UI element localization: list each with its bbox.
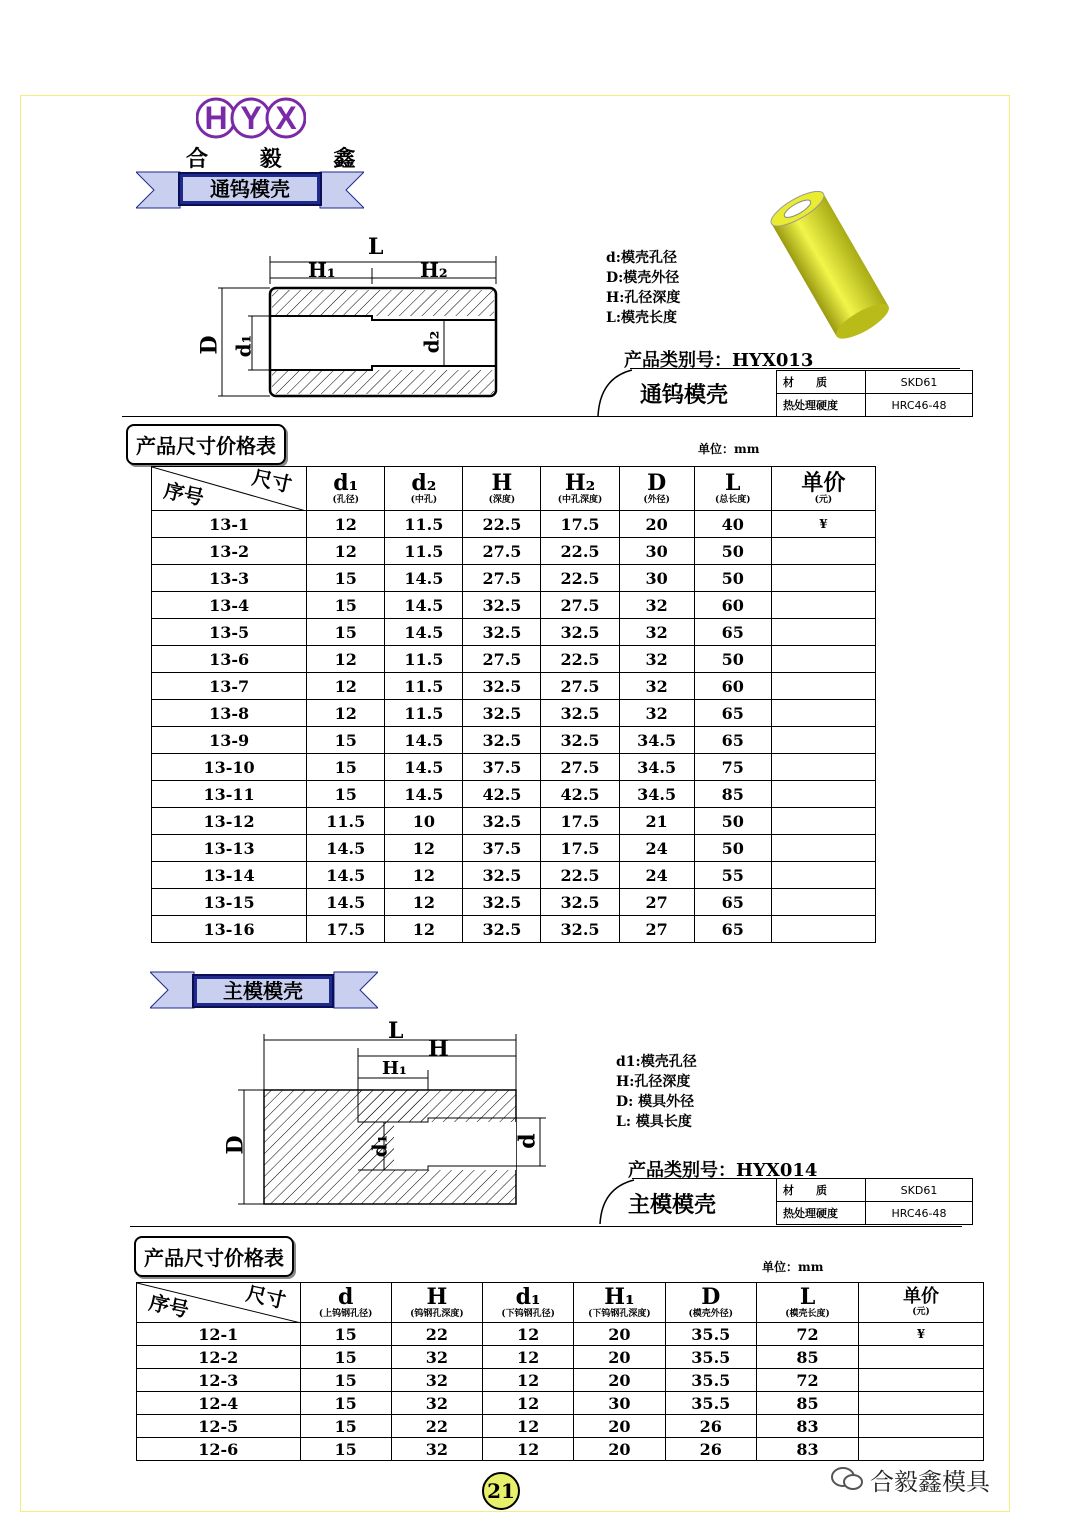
column-header: d₁ (孔径) xyxy=(307,467,385,511)
value-cell: 32.5 xyxy=(463,889,541,916)
price-cell xyxy=(771,565,875,592)
value-cell: 10 xyxy=(385,808,463,835)
corner-label: 尺寸 xyxy=(250,465,295,497)
corner-label: 序号 xyxy=(146,1290,192,1322)
value-cell: 14.5 xyxy=(385,727,463,754)
value-cell: 20 xyxy=(574,1438,665,1461)
table-row xyxy=(152,754,876,781)
value-cell: 65 xyxy=(694,916,771,943)
value-cell: 20 xyxy=(574,1369,665,1392)
table-row xyxy=(152,538,876,565)
value-cell: 12 xyxy=(482,1369,573,1392)
value-cell: 14.5 xyxy=(307,862,385,889)
price-cell xyxy=(771,889,875,916)
column-header: H₂ (中孔深度) xyxy=(541,467,619,511)
section1-ribbon: 通钨模壳 xyxy=(178,172,322,206)
value-cell: 32.5 xyxy=(463,862,541,889)
row-id-cell: 13-13 xyxy=(152,835,307,862)
value-cell: 27.5 xyxy=(541,673,619,700)
value-cell: 27.5 xyxy=(541,592,619,619)
section1-spec-table xyxy=(776,370,973,417)
corner-label: 序号 xyxy=(161,478,207,510)
value-cell: 72 xyxy=(757,1369,859,1392)
value-cell: 32.5 xyxy=(463,808,541,835)
value-cell: 11.5 xyxy=(385,700,463,727)
value-cell: 85 xyxy=(757,1346,859,1369)
price-cell xyxy=(859,1346,984,1369)
value-cell: 11.5 xyxy=(385,538,463,565)
spec-value: SKD61 xyxy=(866,1179,973,1202)
price-cell xyxy=(771,808,875,835)
value-cell: 32.5 xyxy=(463,700,541,727)
dim-d1: d₁ xyxy=(367,1134,392,1158)
value-cell: 32 xyxy=(619,700,694,727)
section2-ribbon: 主模模壳 xyxy=(192,974,334,1008)
row-id-cell: 12-5 xyxy=(137,1415,301,1438)
value-cell: 42.5 xyxy=(541,781,619,808)
row-id-cell: 13-1 xyxy=(152,511,307,538)
row-id-cell: 12-3 xyxy=(137,1369,301,1392)
value-cell: 50 xyxy=(694,538,771,565)
value-cell: 60 xyxy=(694,673,771,700)
dim-H1: H₁ xyxy=(308,258,336,282)
row-id-cell: 13-4 xyxy=(152,592,307,619)
row-id-cell: 13-6 xyxy=(152,646,307,673)
value-cell: 15 xyxy=(300,1346,391,1369)
company-name: 合 毅 鑫 xyxy=(186,146,378,172)
price-cell xyxy=(771,781,875,808)
value-cell: 32.5 xyxy=(463,619,541,646)
section2-product-code: 产品类别号：HYX014 xyxy=(628,1160,818,1181)
value-cell: 50 xyxy=(694,808,771,835)
table-row xyxy=(152,781,876,808)
column-header: d₂ (中孔) xyxy=(385,467,463,511)
legend-item: D: 模具外径 xyxy=(616,1094,695,1110)
table-row xyxy=(152,592,876,619)
page-number: 21 xyxy=(482,1472,520,1510)
table-row xyxy=(152,727,876,754)
legend-item: L:模壳长度 xyxy=(606,310,678,326)
value-cell: 12 xyxy=(307,538,385,565)
value-cell: 22.5 xyxy=(541,862,619,889)
spec-value: SKD61 xyxy=(866,371,973,394)
title-curve xyxy=(594,368,634,418)
price-cell xyxy=(771,619,875,646)
column-header: D (模壳外径) xyxy=(665,1283,756,1323)
value-cell: 15 xyxy=(307,619,385,646)
spec-label: 热处理硬度 xyxy=(777,394,866,417)
table-row xyxy=(137,1323,984,1346)
price-cell xyxy=(771,673,875,700)
row-id-cell: 13-10 xyxy=(152,754,307,781)
section1-unit: 单位：mm xyxy=(698,442,760,456)
divider xyxy=(122,416,962,417)
legend-item: L: 模具长度 xyxy=(616,1114,692,1130)
value-cell: 35.5 xyxy=(665,1346,756,1369)
table-row xyxy=(137,1438,984,1461)
section2-legend xyxy=(616,1052,697,1132)
value-cell: 15 xyxy=(307,781,385,808)
value-cell: 85 xyxy=(694,781,771,808)
table-row xyxy=(152,835,876,862)
section1-drawing xyxy=(196,236,516,406)
value-cell: 65 xyxy=(694,619,771,646)
value-cell: 32.5 xyxy=(541,619,619,646)
value-cell: 50 xyxy=(694,646,771,673)
table-row xyxy=(137,1346,984,1369)
value-cell: 32 xyxy=(391,1392,482,1415)
dim-d1: d₁ xyxy=(231,334,256,358)
value-cell: 32.5 xyxy=(541,727,619,754)
value-cell: 12 xyxy=(482,1415,573,1438)
section1-table-title: 产品尺寸价格表 xyxy=(126,424,286,465)
value-cell: 12 xyxy=(307,673,385,700)
value-cell: 15 xyxy=(300,1438,391,1461)
value-cell: 22 xyxy=(391,1415,482,1438)
value-cell: 14.5 xyxy=(385,565,463,592)
dim-D: D xyxy=(196,335,223,355)
value-cell: 14.5 xyxy=(385,592,463,619)
value-cell: 35.5 xyxy=(665,1369,756,1392)
corner-label: 尺寸 xyxy=(243,1281,288,1313)
price-cell xyxy=(771,727,875,754)
value-cell: 12 xyxy=(385,889,463,916)
value-cell: 17.5 xyxy=(541,511,619,538)
dim-d2: d₂ xyxy=(419,330,444,354)
watermark: 合毅鑫模具 xyxy=(870,1468,990,1496)
table-row xyxy=(152,700,876,727)
value-cell: 65 xyxy=(694,889,771,916)
corner-header xyxy=(137,1283,301,1323)
column-header: d (上钨钢孔径) xyxy=(300,1283,391,1323)
svg-text:H: H xyxy=(204,100,228,136)
wechat-icon xyxy=(830,1466,864,1492)
value-cell: 15 xyxy=(307,565,385,592)
value-cell: 15 xyxy=(300,1369,391,1392)
value-cell: 35.5 xyxy=(665,1392,756,1415)
value-cell: 15 xyxy=(307,592,385,619)
section1-product-code: 产品类别号：HYX013 xyxy=(624,350,814,371)
row-id-cell: 13-16 xyxy=(152,916,307,943)
row-id-cell: 13-5 xyxy=(152,619,307,646)
value-cell: 12 xyxy=(385,835,463,862)
value-cell: 32.5 xyxy=(541,916,619,943)
section2-table-title: 产品尺寸价格表 xyxy=(134,1236,294,1277)
value-cell: 55 xyxy=(694,862,771,889)
section2-spec-table xyxy=(776,1178,973,1225)
value-cell: 32 xyxy=(391,1438,482,1461)
price-cell: ¥ xyxy=(859,1323,984,1346)
row-id-cell: 12-2 xyxy=(137,1346,301,1369)
column-header: H₁ (下钨钢孔深度) xyxy=(574,1283,665,1323)
value-cell: 22.5 xyxy=(541,646,619,673)
value-cell: 12 xyxy=(482,1346,573,1369)
row-id-cell: 12-6 xyxy=(137,1438,301,1461)
corner-header xyxy=(152,467,307,511)
table-row xyxy=(137,1392,984,1415)
row-id-cell: 13-9 xyxy=(152,727,307,754)
price-cell xyxy=(771,835,875,862)
value-cell: 75 xyxy=(694,754,771,781)
value-cell: 11.5 xyxy=(385,511,463,538)
value-cell: 26 xyxy=(665,1415,756,1438)
section1-price-table xyxy=(151,466,876,943)
value-cell: 21 xyxy=(619,808,694,835)
row-id-cell: 12-4 xyxy=(137,1392,301,1415)
value-cell: 27.5 xyxy=(463,646,541,673)
value-cell: 24 xyxy=(619,835,694,862)
value-cell: 72 xyxy=(757,1323,859,1346)
value-cell: 20 xyxy=(619,511,694,538)
value-cell: 30 xyxy=(619,565,694,592)
column-header: 单价 (元) xyxy=(771,467,875,511)
value-cell: 32.5 xyxy=(463,592,541,619)
value-cell: 34.5 xyxy=(619,754,694,781)
value-cell: 12 xyxy=(482,1392,573,1415)
value-cell: 12 xyxy=(307,646,385,673)
price-cell xyxy=(771,538,875,565)
value-cell: 37.5 xyxy=(463,835,541,862)
svg-text:Y: Y xyxy=(240,100,262,136)
legend-item: H:孔径深度 xyxy=(616,1074,691,1090)
dim-H: H xyxy=(428,1036,449,1062)
value-cell: 32.5 xyxy=(463,916,541,943)
value-cell: 22.5 xyxy=(463,511,541,538)
row-id-cell: 13-12 xyxy=(152,808,307,835)
value-cell: 32 xyxy=(619,592,694,619)
value-cell: 12 xyxy=(482,1438,573,1461)
value-cell: 17.5 xyxy=(307,916,385,943)
price-cell xyxy=(771,862,875,889)
value-cell: 22.5 xyxy=(541,538,619,565)
value-cell: 12 xyxy=(307,511,385,538)
price-cell xyxy=(859,1415,984,1438)
table-row xyxy=(152,916,876,943)
value-cell: 32.5 xyxy=(541,889,619,916)
value-cell: 50 xyxy=(694,835,771,862)
svg-text:X: X xyxy=(275,100,297,136)
price-cell xyxy=(771,646,875,673)
value-cell: 12 xyxy=(385,916,463,943)
value-cell: 40 xyxy=(694,511,771,538)
value-cell: 35.5 xyxy=(665,1323,756,1346)
value-cell: 32 xyxy=(391,1369,482,1392)
table-row xyxy=(152,646,876,673)
price-cell xyxy=(771,700,875,727)
value-cell: 32.5 xyxy=(541,700,619,727)
value-cell: 83 xyxy=(757,1415,859,1438)
value-cell: 22 xyxy=(391,1323,482,1346)
value-cell: 17.5 xyxy=(541,835,619,862)
row-id-cell: 13-14 xyxy=(152,862,307,889)
dim-H2: H₂ xyxy=(420,258,448,282)
legend-item: H:孔径深度 xyxy=(606,290,681,306)
dim-D: D xyxy=(222,1135,249,1155)
price-cell xyxy=(771,592,875,619)
value-cell: 30 xyxy=(574,1392,665,1415)
value-cell: 85 xyxy=(757,1392,859,1415)
row-id-cell: 13-11 xyxy=(152,781,307,808)
value-cell: 83 xyxy=(757,1438,859,1461)
value-cell: 14.5 xyxy=(307,889,385,916)
table-row xyxy=(152,673,876,700)
value-cell: 15 xyxy=(300,1415,391,1438)
dim-L: L xyxy=(368,234,384,260)
section2-product-name: 主模模壳 xyxy=(628,1192,717,1218)
value-cell: 26 xyxy=(665,1438,756,1461)
value-cell: 65 xyxy=(694,700,771,727)
dim-H1: H₁ xyxy=(382,1058,407,1079)
value-cell: 42.5 xyxy=(463,781,541,808)
hyx-logo xyxy=(196,96,306,140)
value-cell: 65 xyxy=(694,727,771,754)
divider xyxy=(130,1226,962,1227)
section2-unit: 单位：mm xyxy=(762,1260,824,1274)
value-cell: 15 xyxy=(300,1323,391,1346)
value-cell: 20 xyxy=(574,1415,665,1438)
price-cell xyxy=(771,754,875,781)
price-cell xyxy=(859,1438,984,1461)
column-header: H (钨钢孔深度) xyxy=(391,1283,482,1323)
section2-price-table xyxy=(136,1282,984,1461)
legend-item: D:模壳外径 xyxy=(606,270,680,286)
value-cell: 34.5 xyxy=(619,727,694,754)
spec-label: 材 质 xyxy=(777,371,866,394)
table-row xyxy=(152,565,876,592)
section1-legend xyxy=(606,248,680,328)
value-cell: 27.5 xyxy=(463,565,541,592)
value-cell: 24 xyxy=(619,862,694,889)
value-cell: 30 xyxy=(619,538,694,565)
value-cell: 14.5 xyxy=(385,781,463,808)
value-cell: 37.5 xyxy=(463,754,541,781)
value-cell: 32.5 xyxy=(463,727,541,754)
row-id-cell: 13-2 xyxy=(152,538,307,565)
value-cell: 17.5 xyxy=(541,808,619,835)
column-header: H (深度) xyxy=(463,467,541,511)
value-cell: 15 xyxy=(300,1392,391,1415)
row-id-cell: 13-15 xyxy=(152,889,307,916)
column-header: D (外径) xyxy=(619,467,694,511)
value-cell: 32 xyxy=(619,619,694,646)
value-cell: 15 xyxy=(307,754,385,781)
dim-L: L xyxy=(388,1018,404,1044)
value-cell: 50 xyxy=(694,565,771,592)
table-row xyxy=(152,619,876,646)
table-row xyxy=(152,862,876,889)
table-row xyxy=(152,808,876,835)
value-cell: 27 xyxy=(619,916,694,943)
price-cell xyxy=(859,1369,984,1392)
spec-label: 材 质 xyxy=(777,1179,866,1202)
value-cell: 12 xyxy=(482,1323,573,1346)
row-id-cell: 13-3 xyxy=(152,565,307,592)
value-cell: 12 xyxy=(307,700,385,727)
dim-d: d xyxy=(514,1133,541,1149)
table-row xyxy=(152,511,876,538)
section1-product-name: 通钨模壳 xyxy=(640,382,729,408)
row-id-cell: 13-7 xyxy=(152,673,307,700)
spec-value: HRC46-48 xyxy=(866,1202,973,1225)
column-header: d₁ (下钨钢孔径) xyxy=(482,1283,573,1323)
value-cell: 32 xyxy=(619,646,694,673)
spec-value: HRC46-48 xyxy=(866,394,973,417)
value-cell: 11.5 xyxy=(385,646,463,673)
legend-item: d1:模壳孔径 xyxy=(616,1054,697,1070)
value-cell: 32 xyxy=(619,673,694,700)
value-cell: 60 xyxy=(694,592,771,619)
table-row xyxy=(137,1415,984,1438)
value-cell: 20 xyxy=(574,1323,665,1346)
value-cell: 11.5 xyxy=(307,808,385,835)
value-cell: 27 xyxy=(619,889,694,916)
legend-item: d:模壳孔径 xyxy=(606,250,677,266)
table-row xyxy=(137,1369,984,1392)
column-header: L (总长度) xyxy=(694,467,771,511)
value-cell: 27.5 xyxy=(463,538,541,565)
price-cell xyxy=(771,916,875,943)
row-id-cell: 12-1 xyxy=(137,1323,301,1346)
cylinder-illustration xyxy=(760,180,900,350)
value-cell: 32.5 xyxy=(463,673,541,700)
column-header: L (模壳长度) xyxy=(757,1283,859,1323)
price-cell xyxy=(859,1392,984,1415)
value-cell: 14.5 xyxy=(385,754,463,781)
price-cell: ¥ xyxy=(771,511,875,538)
value-cell: 34.5 xyxy=(619,781,694,808)
value-cell: 32 xyxy=(391,1346,482,1369)
value-cell: 11.5 xyxy=(385,673,463,700)
value-cell: 14.5 xyxy=(385,619,463,646)
value-cell: 20 xyxy=(574,1346,665,1369)
table-row xyxy=(152,889,876,916)
value-cell: 22.5 xyxy=(541,565,619,592)
value-cell: 14.5 xyxy=(307,835,385,862)
value-cell: 27.5 xyxy=(541,754,619,781)
section2-drawing xyxy=(222,1026,552,1216)
value-cell: 15 xyxy=(307,727,385,754)
row-id-cell: 13-8 xyxy=(152,700,307,727)
column-header: 单价 (元) xyxy=(859,1283,984,1323)
spec-label: 热处理硬度 xyxy=(777,1202,866,1225)
value-cell: 12 xyxy=(385,862,463,889)
